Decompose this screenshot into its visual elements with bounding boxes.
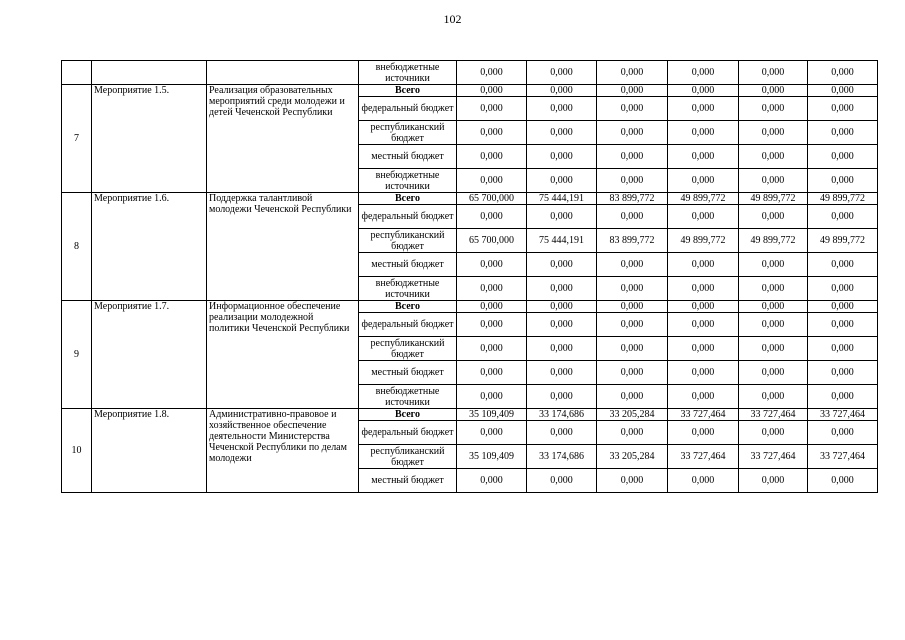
amount-cell: 0,000 (668, 313, 739, 337)
amount-cell: 0,000 (739, 337, 808, 361)
funding-source-cell: внебюджетные источники (359, 385, 457, 409)
amount-cell: 65 700,000 (457, 193, 527, 205)
amount-cell: 0,000 (808, 385, 878, 409)
funding-source-cell: внебюджетные источники (359, 277, 457, 301)
amount-cell: 65 700,000 (457, 229, 527, 253)
funding-source-cell: республиканский бюджет (359, 121, 457, 145)
funding-source-cell: федеральный бюджет (359, 205, 457, 229)
amount-cell: 0,000 (597, 469, 668, 493)
event-name-cell: Административно-правовое и хозяйственное обеспечение деятельности Министерства Чеченской Республики по делам молодежи (207, 409, 359, 493)
amount-cell: 0,000 (527, 421, 597, 445)
amount-cell: 0,000 (808, 61, 878, 85)
funding-source-cell: местный бюджет (359, 469, 457, 493)
amount-cell: 0,000 (739, 313, 808, 337)
amount-cell: 0,000 (457, 61, 527, 85)
amount-cell: 33 205,284 (597, 409, 668, 421)
row-number-cell: 7 (62, 85, 92, 193)
amount-cell: 0,000 (739, 169, 808, 193)
funding-source-cell: местный бюджет (359, 145, 457, 169)
amount-cell: 35 109,409 (457, 409, 527, 421)
amount-cell: 0,000 (597, 313, 668, 337)
amount-cell: 0,000 (527, 253, 597, 277)
amount-cell: 49 899,772 (668, 229, 739, 253)
funding-source-cell: внебюджетные источники (359, 61, 457, 85)
funding-source-cell: Всего (359, 193, 457, 205)
amount-cell: 0,000 (597, 85, 668, 97)
amount-cell: 49 899,772 (739, 229, 808, 253)
event-name-cell (207, 61, 359, 85)
amount-cell: 0,000 (457, 385, 527, 409)
funding-source-cell: федеральный бюджет (359, 97, 457, 121)
amount-cell: 0,000 (457, 85, 527, 97)
amount-cell: 0,000 (808, 361, 878, 385)
amount-cell: 0,000 (668, 145, 739, 169)
event-name-cell: Поддержка талантливой молодежи Чеченской Республики (207, 193, 359, 301)
event-cell (92, 61, 207, 85)
amount-cell: 49 899,772 (739, 193, 808, 205)
amount-cell: 0,000 (739, 121, 808, 145)
event-cell: Мероприятие 1.8. (92, 409, 207, 493)
amount-cell: 33 174,686 (527, 445, 597, 469)
amount-cell: 0,000 (668, 97, 739, 121)
amount-cell: 0,000 (808, 337, 878, 361)
funding-source-cell: местный бюджет (359, 361, 457, 385)
amount-cell: 49 899,772 (668, 193, 739, 205)
amount-cell: 0,000 (457, 145, 527, 169)
event-name-cell: Информационное обеспечение реализации молодежной политики Чеченской Республики (207, 301, 359, 409)
amount-cell: 0,000 (668, 121, 739, 145)
amount-cell: 0,000 (527, 277, 597, 301)
funding-source-cell: Всего (359, 301, 457, 313)
amount-cell: 0,000 (457, 277, 527, 301)
amount-cell: 0,000 (527, 169, 597, 193)
amount-cell: 0,000 (597, 121, 668, 145)
amount-cell: 0,000 (597, 421, 668, 445)
row-number-cell: 8 (62, 193, 92, 301)
amount-cell: 33 727,464 (808, 445, 878, 469)
amount-cell: 0,000 (668, 385, 739, 409)
funding-source-cell: федеральный бюджет (359, 421, 457, 445)
amount-cell: 75 444,191 (527, 193, 597, 205)
amount-cell: 0,000 (668, 277, 739, 301)
amount-cell: 0,000 (457, 169, 527, 193)
amount-cell: 83 899,772 (597, 229, 668, 253)
amount-cell: 49 899,772 (808, 193, 878, 205)
table-row (62, 301, 878, 313)
amount-cell: 0,000 (739, 361, 808, 385)
amount-cell: 0,000 (808, 277, 878, 301)
funding-source-cell: внебюджетные источники (359, 169, 457, 193)
funding-source-cell: республиканский бюджет (359, 445, 457, 469)
row-number-cell: 9 (62, 301, 92, 409)
amount-cell: 33 727,464 (808, 409, 878, 421)
table-row (62, 409, 878, 421)
event-name-cell: Реализация образовательных мероприятий среди молодежи и детей Чеченской Республики (207, 85, 359, 193)
amount-cell: 0,000 (808, 145, 878, 169)
amount-cell: 0,000 (597, 145, 668, 169)
funding-source-cell: Всего (359, 409, 457, 421)
amount-cell: 0,000 (527, 313, 597, 337)
amount-cell: 0,000 (739, 469, 808, 493)
amount-cell: 0,000 (739, 301, 808, 313)
amount-cell: 75 444,191 (527, 229, 597, 253)
page-number: 102 (443, 12, 462, 26)
amount-cell: 33 727,464 (739, 445, 808, 469)
budget-table (61, 60, 878, 493)
amount-cell: 0,000 (457, 361, 527, 385)
amount-cell: 0,000 (597, 301, 668, 313)
amount-cell: 0,000 (739, 85, 808, 97)
amount-cell: 0,000 (457, 313, 527, 337)
amount-cell: 0,000 (668, 421, 739, 445)
amount-cell: 0,000 (457, 205, 527, 229)
amount-cell: 0,000 (808, 469, 878, 493)
amount-cell: 0,000 (597, 253, 668, 277)
amount-cell: 33 727,464 (668, 409, 739, 421)
amount-cell: 0,000 (597, 97, 668, 121)
amount-cell: 0,000 (808, 253, 878, 277)
amount-cell: 0,000 (527, 469, 597, 493)
amount-cell: 0,000 (808, 421, 878, 445)
amount-cell: 0,000 (739, 145, 808, 169)
amount-cell: 0,000 (739, 97, 808, 121)
amount-cell: 0,000 (457, 253, 527, 277)
amount-cell: 0,000 (668, 61, 739, 85)
amount-cell: 0,000 (597, 205, 668, 229)
amount-cell: 0,000 (739, 205, 808, 229)
amount-cell: 0,000 (668, 337, 739, 361)
funding-source-cell: республиканский бюджет (359, 229, 457, 253)
amount-cell: 0,000 (527, 145, 597, 169)
amount-cell: 0,000 (739, 253, 808, 277)
amount-cell: 83 899,772 (597, 193, 668, 205)
amount-cell: 0,000 (808, 301, 878, 313)
amount-cell: 0,000 (808, 205, 878, 229)
amount-cell: 0,000 (457, 469, 527, 493)
amount-cell: 0,000 (668, 253, 739, 277)
event-cell: Мероприятие 1.5. (92, 85, 207, 193)
funding-source-cell: республиканский бюджет (359, 337, 457, 361)
amount-cell: 35 109,409 (457, 445, 527, 469)
amount-cell: 0,000 (597, 169, 668, 193)
event-cell: Мероприятие 1.7. (92, 301, 207, 409)
row-number-cell: 10 (62, 409, 92, 493)
table-body (62, 61, 878, 493)
amount-cell: 0,000 (808, 169, 878, 193)
table-row (62, 61, 878, 85)
amount-cell: 0,000 (597, 277, 668, 301)
funding-source-cell: федеральный бюджет (359, 313, 457, 337)
amount-cell: 33 727,464 (668, 445, 739, 469)
amount-cell: 0,000 (597, 385, 668, 409)
amount-cell: 0,000 (739, 277, 808, 301)
table-row (62, 85, 878, 97)
row-number-cell (62, 61, 92, 85)
amount-cell: 0,000 (457, 121, 527, 145)
amount-cell: 0,000 (527, 361, 597, 385)
amount-cell: 0,000 (739, 61, 808, 85)
amount-cell: 33 174,686 (527, 409, 597, 421)
amount-cell: 0,000 (668, 205, 739, 229)
amount-cell: 0,000 (808, 313, 878, 337)
amount-cell: 0,000 (808, 97, 878, 121)
amount-cell: 0,000 (457, 421, 527, 445)
amount-cell: 0,000 (527, 205, 597, 229)
amount-cell: 49 899,772 (808, 229, 878, 253)
amount-cell: 0,000 (527, 385, 597, 409)
amount-cell: 33 727,464 (739, 409, 808, 421)
amount-cell: 0,000 (457, 97, 527, 121)
amount-cell: 0,000 (739, 421, 808, 445)
amount-cell: 0,000 (527, 85, 597, 97)
amount-cell: 0,000 (668, 301, 739, 313)
amount-cell: 0,000 (668, 361, 739, 385)
table-row (62, 193, 878, 205)
amount-cell: 0,000 (527, 337, 597, 361)
amount-cell: 0,000 (739, 385, 808, 409)
amount-cell: 0,000 (597, 361, 668, 385)
amount-cell: 0,000 (668, 85, 739, 97)
amount-cell: 0,000 (527, 61, 597, 85)
amount-cell: 0,000 (597, 337, 668, 361)
amount-cell: 0,000 (527, 301, 597, 313)
amount-cell: 0,000 (808, 121, 878, 145)
amount-cell: 0,000 (457, 301, 527, 313)
amount-cell: 0,000 (668, 169, 739, 193)
amount-cell: 0,000 (527, 121, 597, 145)
amount-cell: 0,000 (808, 85, 878, 97)
amount-cell: 0,000 (668, 469, 739, 493)
event-cell: Мероприятие 1.6. (92, 193, 207, 301)
funding-source-cell: местный бюджет (359, 253, 457, 277)
amount-cell: 0,000 (457, 337, 527, 361)
amount-cell: 33 205,284 (597, 445, 668, 469)
amount-cell: 0,000 (597, 61, 668, 85)
amount-cell: 0,000 (527, 97, 597, 121)
funding-source-cell: Всего (359, 85, 457, 97)
